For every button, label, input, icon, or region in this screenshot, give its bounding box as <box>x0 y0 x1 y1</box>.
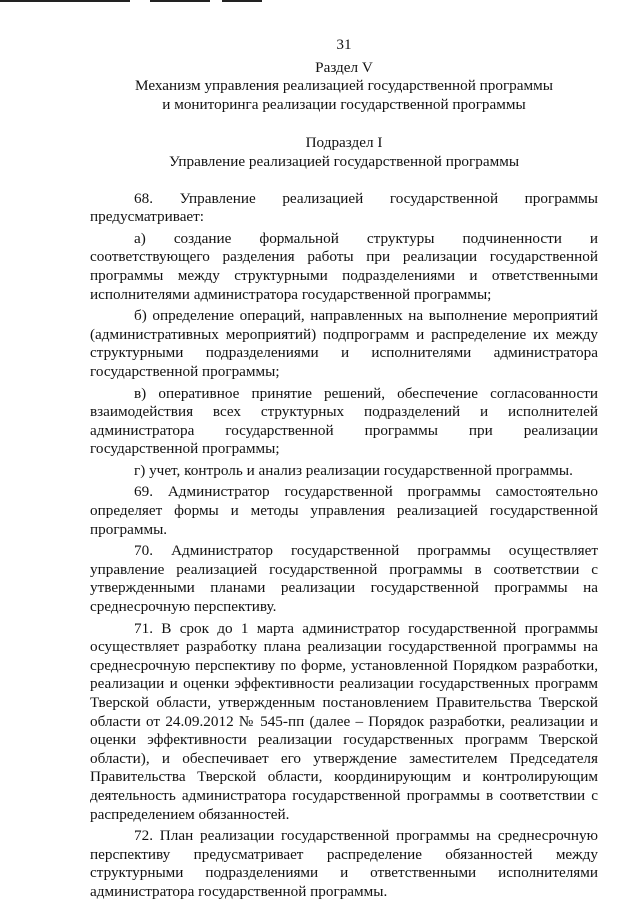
paragraph-68-v: в) оперативное принятие решений, обеспечение согласованности взаимодействия всех структурных подразделений и исполнителей администратора государственной программы при реализации государственной программы; <box>90 384 598 458</box>
scan-edge-mark <box>222 0 262 2</box>
paragraph-68-a: а) создание формальной структуры подчиненности и соответствующего разделения работы при реализации государственной программы между структурными подразделениями и ответственными исполнителями администратора государственной программы; <box>90 229 598 303</box>
section-title-line-1: Механизм управления реализацией государственной программы <box>135 77 553 95</box>
paragraph-69: 69. Администратор государственной программы самостоятельно определяет формы и методы управления реализацией государственной программы. <box>90 483 598 538</box>
section-label: Раздел V <box>315 58 373 76</box>
paragraph-68-b: б) определение операций, направленных на выполнение мероприятий (административных мероприятий) подпрограмм и распределение их между структурными подразделениями и исполнителями администратора государственной программы; <box>90 307 598 380</box>
paragraph-68: 68. Управление реализацией государственной программы предусматривает: <box>90 189 598 226</box>
section-heading <box>90 59 598 115</box>
subsection-heading <box>90 134 598 171</box>
page-number: 31 <box>336 36 352 53</box>
subsection-title: Управление реализацией государственной программы <box>168 152 520 170</box>
paragraph-72: 72. План реализации государственной программы на среднесрочную перспективу предусматривает распределение обязанностей между структурными подразделениями и ответственными исполнителями администратора государственной программы. <box>90 827 598 900</box>
document-page <box>90 36 598 905</box>
paragraph-68-g: г) учет, контроль и анализ реализации государственной программы. <box>134 461 573 479</box>
scan-edge-mark <box>0 0 130 2</box>
subsection-label: Подраздел I <box>305 134 383 152</box>
section-title-line-2: и мониторинга реализации государственной программы <box>162 95 526 113</box>
paragraph-71: 71. В срок до 1 марта администратор государственной программы осуществляет разработку плана реализации государственной программы на среднесрочную перспективу по форме, установленной Порядком разработки, реализации и оценки эффективности реализации государственных программ Тверской области, утвержденным постановлением Правительства Тверской области от 24.09.2012 № 545-пп (далее – Порядок разработки, реализации и оценки эффективности реализации государственных программ Тверской области), и обеспечивает его утверждение заместителем Председателя Правительства Тверской области, координирующим и контролирующим деятельность администратора государственной программы в соответствии с распределением обязанностей. <box>90 619 598 823</box>
paragraph-70: 70. Администратор государственной программы осуществляет управление реализацией государственной программы в соответствии с утвержденными планами реализации государственной программы на среднесрочную перспективу. <box>90 542 598 616</box>
scan-edge-mark <box>150 0 210 2</box>
